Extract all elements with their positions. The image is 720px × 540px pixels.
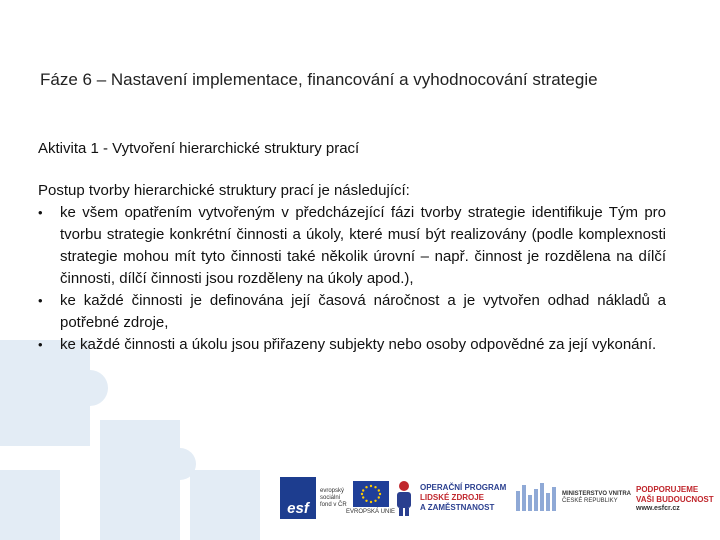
bullet-list bbox=[38, 202, 666, 356]
esf-mark-icon: esf bbox=[280, 477, 316, 519]
list-item bbox=[38, 334, 666, 356]
ministry-line2: ČESKÉ REPUBLIKY bbox=[562, 498, 618, 504]
eu-logo bbox=[346, 474, 395, 522]
bullet-icon: • bbox=[38, 293, 43, 308]
support-line2: VAŠI BUDOUCNOST bbox=[636, 494, 714, 504]
support-line1: PODPORUJEME bbox=[636, 484, 699, 494]
list-item bbox=[38, 290, 666, 334]
ministry-emblem-icon bbox=[516, 481, 556, 515]
esf-logo bbox=[280, 474, 350, 522]
slide-title: Fáze 6 – Nastavení implementace, financování a vyhodnocování strategie bbox=[40, 70, 598, 89]
ministry-logo bbox=[516, 474, 631, 522]
people-icon bbox=[394, 480, 414, 516]
list-item bbox=[38, 202, 666, 290]
content-body bbox=[38, 180, 666, 356]
support-logo bbox=[636, 474, 714, 522]
eu-flag-icon bbox=[353, 481, 389, 507]
op-line2: LIDSKÉ ZDROJE bbox=[420, 493, 485, 502]
ministry-line1: MINISTERSTVO VNITRA bbox=[562, 491, 632, 497]
bullet-text: ke každé činnosti a úkolu jsou přiřazeny subjekty nebo osoby odpovědné za její vykonání. bbox=[60, 336, 657, 353]
op-lzz-logo bbox=[394, 474, 506, 522]
activity-heading: Aktivita 1 - Vytvoření hierarchické struktury prací bbox=[38, 140, 360, 157]
bullet-icon: • bbox=[38, 205, 43, 220]
footer-logos bbox=[0, 474, 720, 526]
bullet-icon: • bbox=[38, 337, 43, 352]
op-line3: A ZAMĚSTNANOST bbox=[420, 503, 495, 512]
bullet-text: ke všem opatřením vytvořeným v předcházející fázi tvorby strategie identifikuje Tým pro tvorbu strategie konkrétní činnosti a úkoly, které musí být realizovány (podle komplexnosti strategie mohou mít tyto činnosti také několik úrovní – např. činnost je rozdělena na dílčí činnosti, dílčí činnosti jsou rozděleny na úkoly apod.), bbox=[60, 204, 666, 287]
esf-caption: evropský sociální fond v ČR bbox=[320, 487, 347, 508]
intro-text: Postup tvorby hierarchické struktury prací je následující: bbox=[38, 182, 410, 199]
eu-caption: EVROPSKÁ UNIE bbox=[346, 508, 396, 515]
bullet-text: ke každé činnosti je definována její časová náročnost a je vytvořen odhad nákladů a potřebné zdroje, bbox=[60, 292, 666, 331]
support-url: www.esfcr.cz bbox=[636, 504, 680, 512]
op-line1: OPERAČNÍ PROGRAM bbox=[420, 483, 507, 492]
